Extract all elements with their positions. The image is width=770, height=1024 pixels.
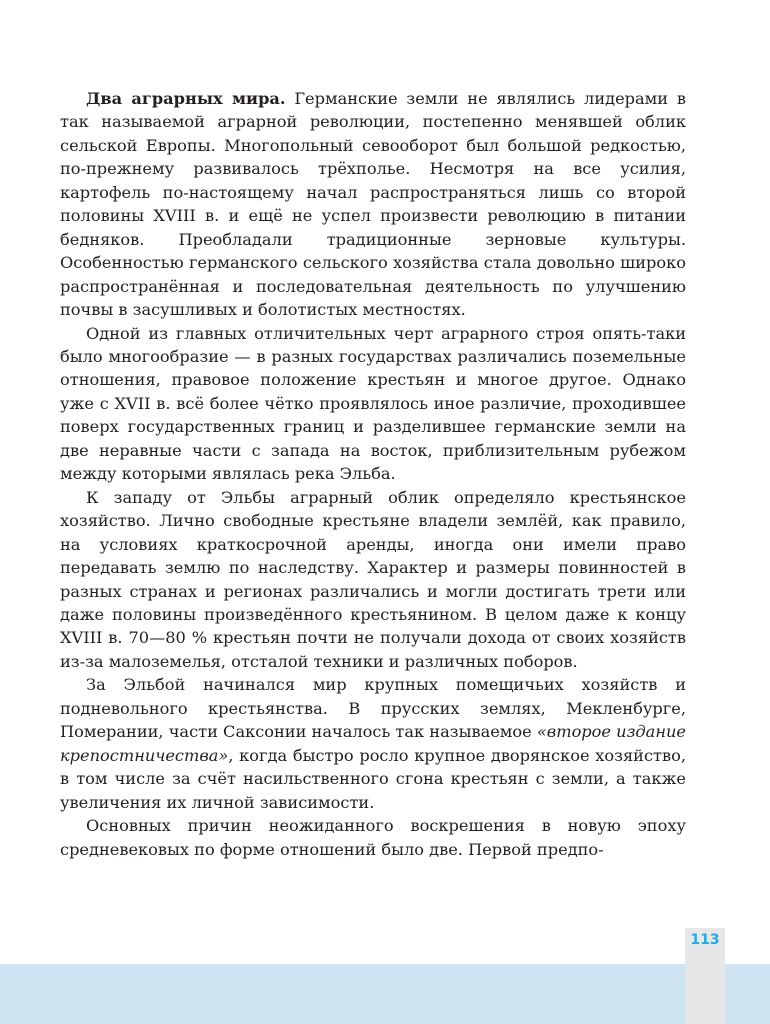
bottom-color-band [0, 964, 770, 1024]
paragraph-lead-heading: Два аграрных мира. [86, 89, 286, 108]
paragraph-east-of-elbe [60, 673, 686, 814]
paragraph-two-agrarian-worlds [60, 87, 686, 322]
paragraph-body: Германские земли не являлись лидерами в так называемой аграрной революции, постепенно менявшей облик сельской Европы. Многопольный севооборот был большой редкостью, по-прежнему развивалось трёхполье. Несмотря на все усилия, картофель по-настоящему начал распространяться лишь со второй половины XVIII в. и ещё не успел произвести революцию в питании бедняков. Преобладали традиционные зерновые культуры. Особенностью германского сельского хозяйства стала довольно широко распространённая и последовательная деятельность по улучшению почвы в засушливых и болотистых местностях. [60, 89, 686, 320]
page-text [60, 87, 686, 861]
paragraph-body-end: , когда быстро росло крупное дворянское хозяйство, в том числе за счёт насильственного сгона крестьян с земли, а также увеличения их личной зависимости. [60, 745, 686, 812]
italic-term: «второе издание крепостничества» [60, 722, 686, 765]
paragraph-west-of-elbe: К западу от Эльбы аграрный облик определяло крестьянское хозяйство. Лично свободные крестьяне владели землёй, как правило, на условиях краткосрочной аренды, иногда они имели право передавать землю по наследству. Характер и размеры повинностей в разных странах и регионах различались и могли достигать трети или даже половины произведённого крестьянином. В целом даже к концу XVIII в. 70—80 % крестьян почти не получали дохода от своих хозяйств из-за малоземелья, отсталой техники и различных поборов. [60, 487, 686, 671]
paragraph-diversity: Одной из главных отличительных черт аграрного строя опять-таки было многообразие — в разных государствах различались поземельные отношения, правовое положение крестьян и многое другое. Однако уже с XVII в. всё более чётко проявлялось иное различие, проходившее поверх государственных границ и разделившее германские земли на две неравные части с запада на восток, приблизительным рубежом между которыми являлась река Эльба. [60, 323, 686, 484]
paragraph-body-start: За Эльбой начинался мир крупных помещичьих хозяйств и подневольного крестьянства. В прусских землях, Мекленбурге, Померании, части Саксонии началось так называемое [60, 675, 686, 742]
paragraph-reasons: Основных причин неожиданного воскрешения в новую эпоху средневековых по форме отношений было две. Первой предпо- [60, 816, 686, 859]
page-number: 113 [690, 932, 720, 948]
